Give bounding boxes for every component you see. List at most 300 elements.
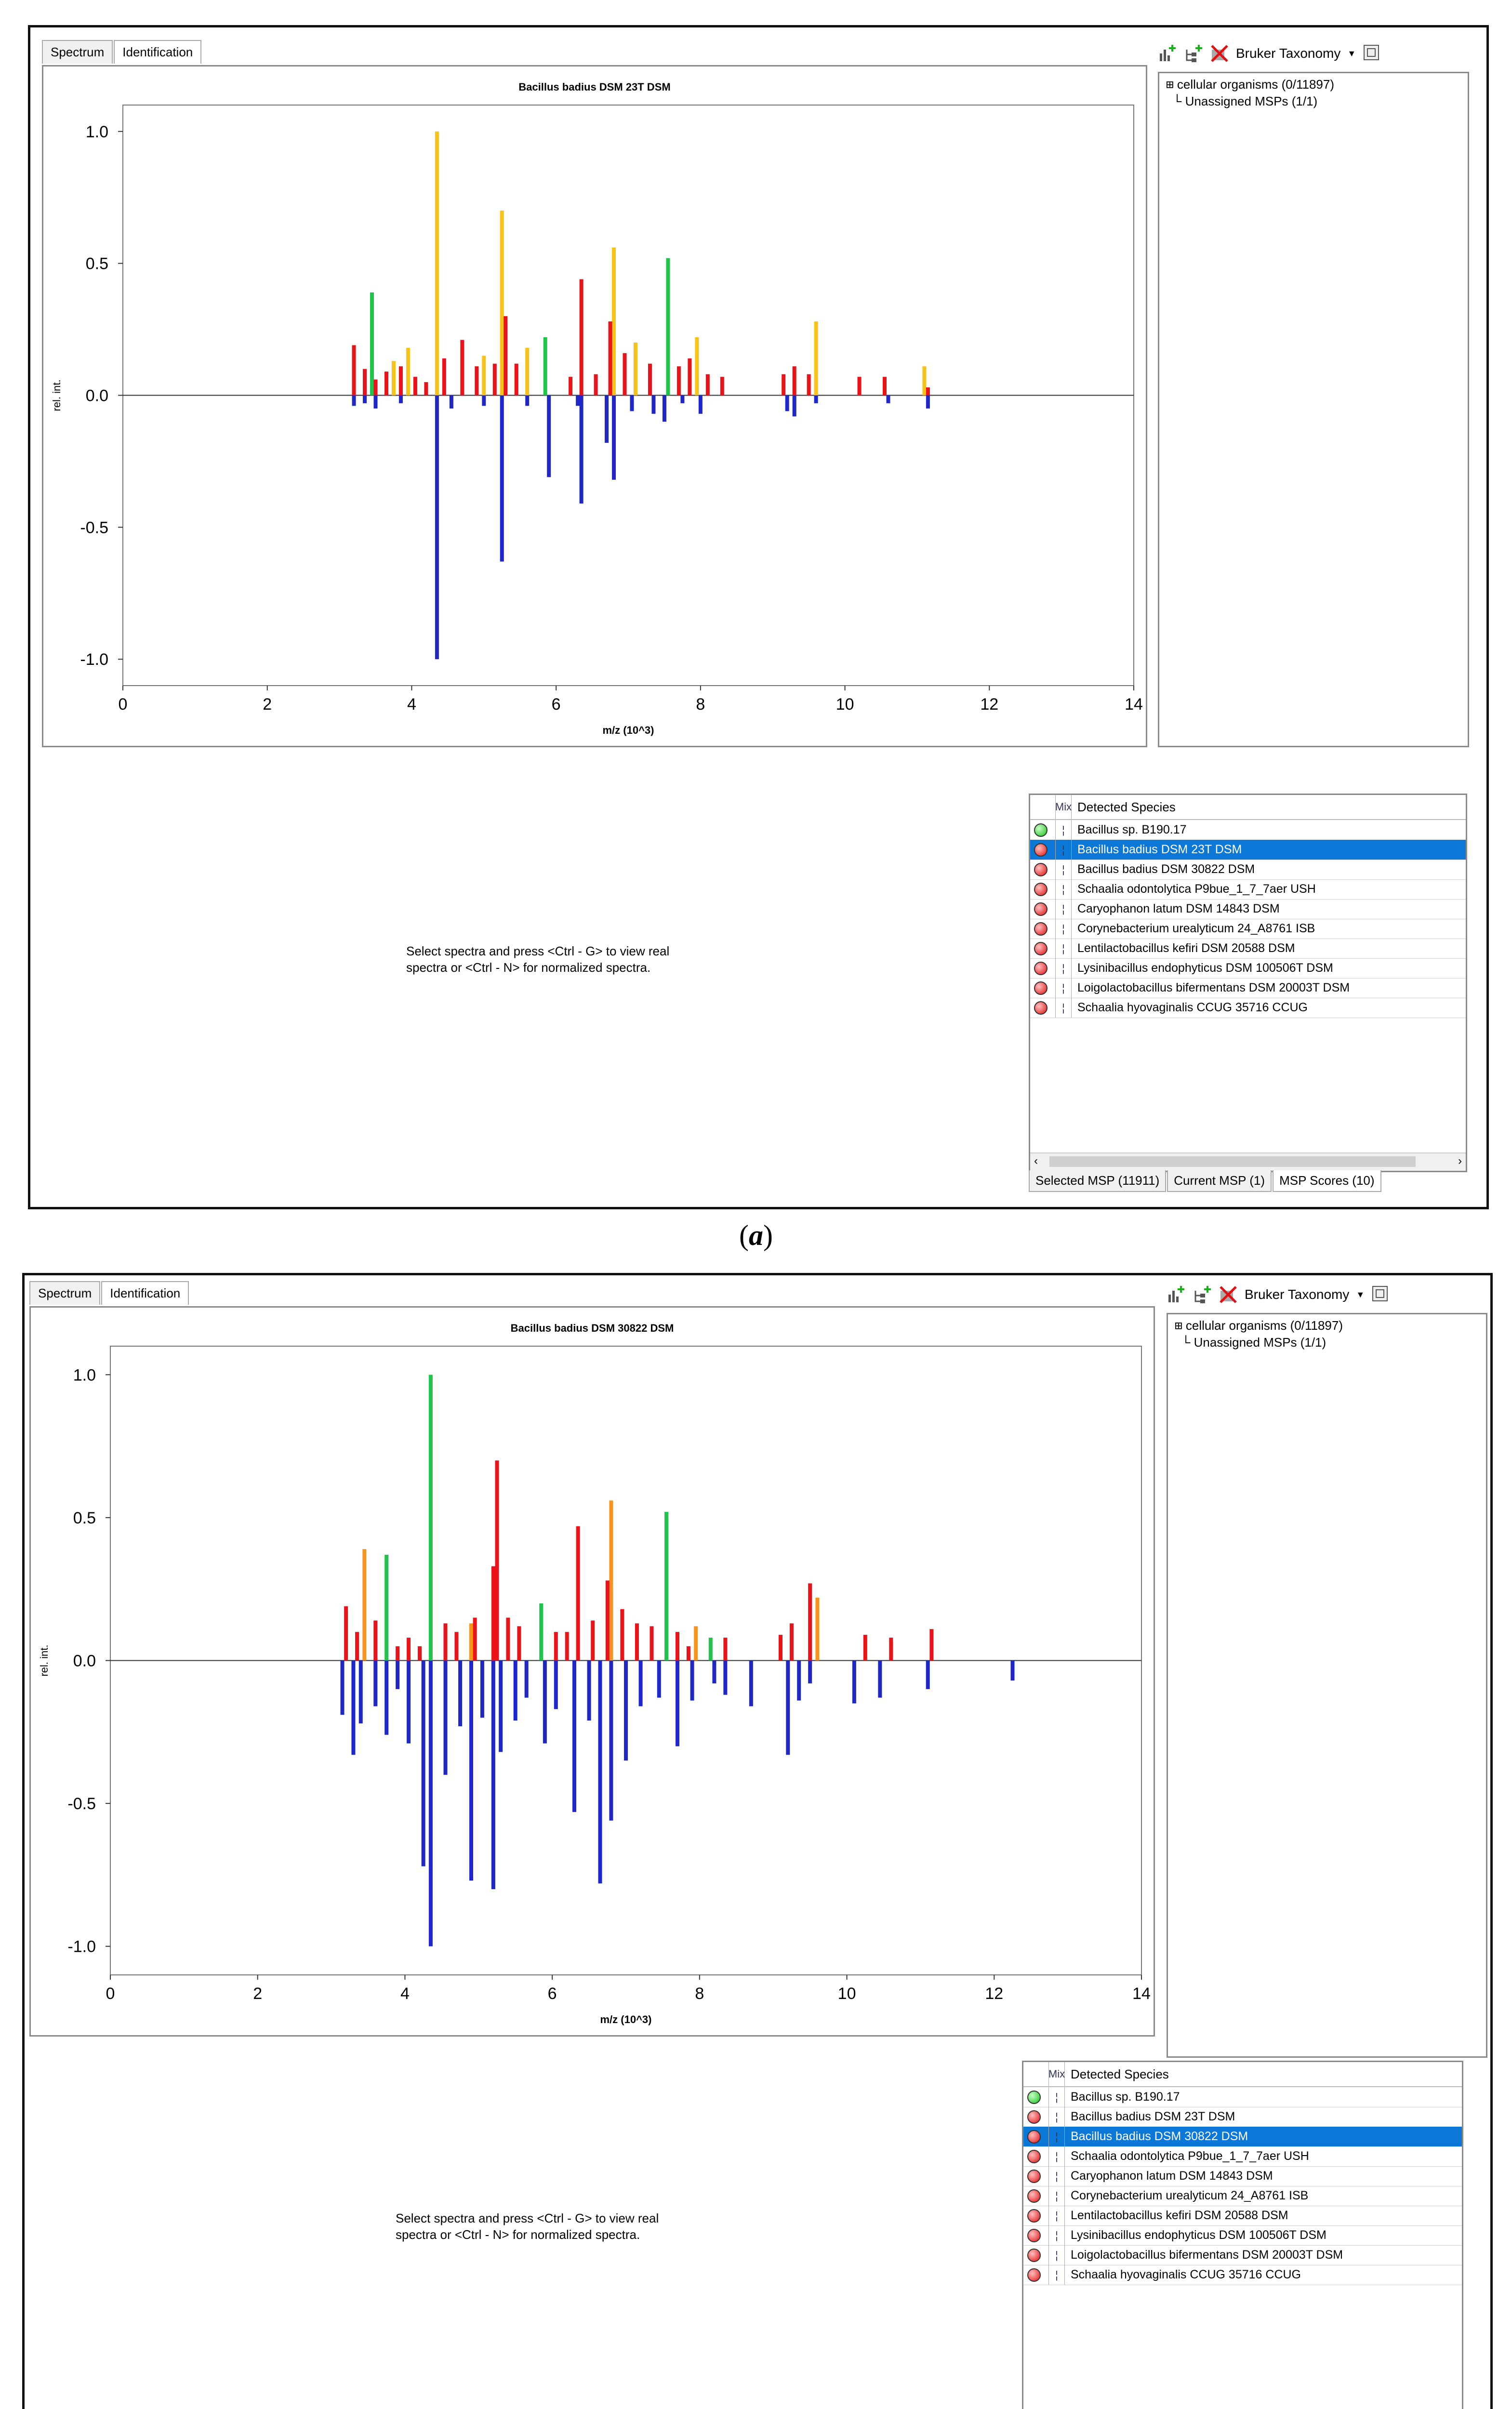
view-tabs bbox=[29, 1281, 190, 1305]
peak-bar-sample bbox=[648, 364, 652, 396]
app-window bbox=[28, 25, 1489, 1209]
peak-bar-matched bbox=[694, 1626, 698, 1660]
peak-bar-sample bbox=[373, 1620, 377, 1660]
x-axis-label: m/z (10^3) bbox=[600, 2013, 652, 2025]
taxonomy-tree bbox=[1166, 76, 1334, 109]
expand-icon[interactable]: ⊞ bbox=[1175, 1319, 1182, 1333]
peak-bar-reference bbox=[663, 396, 666, 422]
peak-bar-reference bbox=[450, 396, 453, 409]
taxonomy-toolbar bbox=[1158, 44, 1382, 63]
peak-bar-reference bbox=[676, 1661, 679, 1747]
peak-bar-matched bbox=[609, 1500, 613, 1660]
peak-bar-reference bbox=[572, 1661, 576, 1812]
mix-icon[interactable]: ¦ bbox=[1048, 2245, 1065, 2265]
species-row[interactable] bbox=[1023, 2166, 1462, 2186]
mix-icon[interactable]: ¦ bbox=[1055, 958, 1072, 978]
status-red-icon bbox=[1027, 2229, 1041, 2242]
peak-bar-matched bbox=[634, 343, 637, 396]
species-name: Loigolactobacillus bifermentans DSM 20003T DSM bbox=[1071, 2248, 1343, 2262]
species-name: Schaalia odontolytica P9bue_1_7_7aer USH bbox=[1077, 882, 1316, 896]
peak-bar-sample bbox=[720, 377, 724, 395]
species-name: Schaalia hyovaginalis CCUG 35716 CCUG bbox=[1077, 1001, 1308, 1014]
status-red-icon bbox=[1034, 1001, 1048, 1015]
species-name: Schaalia odontolytica P9bue_1_7_7aer USH bbox=[1071, 2149, 1309, 2163]
x-tick-label: 2 bbox=[253, 1985, 263, 2003]
species-row[interactable] bbox=[1023, 2127, 1462, 2147]
peak-bar-sample bbox=[929, 1629, 933, 1660]
peak-bar-sample bbox=[609, 321, 612, 395]
species-header bbox=[1030, 795, 1466, 820]
species-list bbox=[1022, 2061, 1463, 2409]
species-name: Caryophanon latum DSM 14843 DSM bbox=[1077, 902, 1280, 915]
status-red-icon bbox=[1034, 883, 1048, 896]
species-row[interactable] bbox=[1023, 2107, 1462, 2127]
status-red-icon bbox=[1034, 902, 1048, 916]
species-row[interactable] bbox=[1030, 958, 1466, 979]
peak-bar-reference bbox=[469, 1661, 473, 1881]
y-axis-label: rel. int. bbox=[51, 379, 63, 411]
peak-bar-sample bbox=[413, 377, 417, 395]
peak-bar-reference bbox=[525, 396, 529, 406]
peak-bar-green bbox=[429, 1375, 433, 1660]
peak-bar-reference bbox=[576, 396, 580, 406]
species-name: Lysinibacillus endophyticus DSM 100506T DSM bbox=[1077, 961, 1333, 975]
y-tick-label: 1.0 bbox=[73, 1366, 96, 1385]
y-tick-label: -1.0 bbox=[80, 650, 108, 669]
peak-bar-green bbox=[664, 1512, 668, 1660]
species-name: Caryophanon latum DSM 14843 DSM bbox=[1071, 2169, 1273, 2183]
status-red-icon bbox=[1027, 2170, 1041, 2183]
species-column-header[interactable]: Detected Species bbox=[1077, 799, 1176, 814]
add-chart-icon[interactable] bbox=[1158, 44, 1177, 63]
x-tick-label: 12 bbox=[980, 695, 999, 714]
x-tick-label: 8 bbox=[696, 695, 705, 714]
peak-bar-matched bbox=[695, 337, 699, 396]
peak-bar-reference bbox=[598, 1661, 602, 1884]
spectrum-chart bbox=[29, 1306, 1155, 2037]
species-row[interactable] bbox=[1030, 998, 1466, 1018]
peak-bar-sample bbox=[808, 1583, 812, 1660]
peak-bar-reference bbox=[500, 396, 504, 562]
scroll-right-icon[interactable]: › bbox=[1458, 1154, 1462, 1167]
tab-msp-scores[interactable]: MSP Scores (10) bbox=[1273, 1170, 1381, 1192]
peak-bar-reference bbox=[690, 1661, 694, 1701]
peak-bar-reference bbox=[435, 396, 439, 660]
peak-bar-sample bbox=[779, 1635, 783, 1660]
x-tick-label: 2 bbox=[263, 695, 272, 714]
species-name: Lysinibacillus endophyticus DSM 100506T DSM bbox=[1071, 2228, 1326, 2242]
species-name: Lentilactobacillus kefiri DSM 20588 DSM bbox=[1071, 2209, 1288, 2222]
x-tick-label: 0 bbox=[118, 695, 128, 714]
expand-icon[interactable]: ⊞ bbox=[1166, 78, 1174, 92]
mix-icon[interactable]: ¦ bbox=[1048, 2166, 1065, 2186]
peak-bar-sample bbox=[491, 1566, 495, 1661]
peak-bar-reference bbox=[852, 1661, 856, 1704]
peak-bar-reference bbox=[373, 1661, 377, 1707]
species-row[interactable] bbox=[1030, 860, 1466, 880]
panel-b bbox=[0, 1267, 1512, 2409]
x-tick-label: 14 bbox=[1132, 1985, 1151, 2003]
peak-bar-sample bbox=[580, 279, 584, 396]
window-toggle-icon[interactable] bbox=[1371, 1285, 1391, 1304]
mix-icon[interactable]: ¦ bbox=[1048, 2146, 1065, 2166]
x-tick-label: 6 bbox=[547, 1985, 557, 2003]
status-red-icon bbox=[1027, 2209, 1041, 2223]
tab-spectrum[interactable]: Spectrum bbox=[42, 40, 113, 64]
species-header bbox=[1023, 2062, 1462, 2087]
peak-bar-sample bbox=[635, 1623, 639, 1660]
peak-bar-green bbox=[709, 1638, 713, 1660]
peak-bar-matched bbox=[469, 1623, 473, 1660]
peak-bar-reference bbox=[680, 396, 684, 403]
taxonomy-tree bbox=[1175, 1317, 1343, 1350]
x-tick-label: 10 bbox=[836, 695, 854, 714]
peak-bar-green bbox=[666, 258, 670, 396]
peak-bar-sample bbox=[504, 316, 507, 395]
peak-bar-reference bbox=[458, 1661, 462, 1726]
status-green-icon bbox=[1034, 823, 1048, 837]
peak-bar-green bbox=[539, 1603, 543, 1661]
peak-bar-reference bbox=[374, 396, 378, 409]
status-red-icon bbox=[1034, 942, 1048, 955]
window-toggle-icon[interactable] bbox=[1363, 44, 1382, 63]
view-tabs bbox=[42, 40, 202, 64]
x-tick-label: 6 bbox=[551, 695, 561, 714]
peak-bar-sample bbox=[460, 340, 464, 395]
tab-spectrum[interactable]: Spectrum bbox=[29, 1281, 100, 1305]
mix-icon[interactable]: ¦ bbox=[1055, 899, 1072, 919]
x-tick-label: 0 bbox=[106, 1985, 115, 2003]
peak-bar-reference bbox=[926, 396, 930, 409]
peak-bar-sample bbox=[650, 1626, 654, 1660]
species-name: Bacillus badius DSM 23T DSM bbox=[1071, 2110, 1235, 2123]
scroll-thumb[interactable] bbox=[1049, 1156, 1416, 1167]
peak-bar-sample bbox=[418, 1646, 422, 1661]
species-row[interactable] bbox=[1030, 899, 1466, 919]
mix-icon[interactable]: ¦ bbox=[1055, 879, 1072, 899]
tree-node-unassigned[interactable]: └ Unassigned MSPs (1/1) bbox=[1173, 94, 1318, 108]
peak-bar-sample bbox=[793, 366, 796, 395]
peak-bar-sample bbox=[515, 364, 518, 396]
species-row[interactable] bbox=[1023, 2206, 1462, 2226]
chart-title: Bacillus badius DSM 23T DSM bbox=[518, 81, 671, 93]
species-name: Bacillus sp. B190.17 bbox=[1071, 2090, 1180, 2104]
peak-bar-green bbox=[544, 337, 547, 396]
status-red-icon bbox=[1027, 2249, 1041, 2262]
species-row[interactable] bbox=[1023, 2245, 1462, 2265]
peak-bar-sample bbox=[554, 1632, 558, 1660]
peak-bar-sample bbox=[782, 374, 785, 396]
mix-icon[interactable]: ¦ bbox=[1055, 998, 1072, 1018]
y-axis-label: rel. int. bbox=[38, 1644, 50, 1677]
y-tick-label: 1.0 bbox=[85, 122, 108, 141]
mix-icon[interactable]: ¦ bbox=[1055, 939, 1072, 958]
mix-icon[interactable]: ¦ bbox=[1048, 2206, 1065, 2225]
peak-bar-reference bbox=[639, 1661, 643, 1707]
add-tree-icon[interactable] bbox=[1184, 44, 1203, 63]
peak-bar-reference bbox=[1011, 1661, 1015, 1681]
peak-bar-reference bbox=[351, 1661, 355, 1755]
peak-bar-reference bbox=[886, 396, 890, 403]
peak-bar-sample bbox=[723, 1638, 727, 1660]
chevron-down-icon[interactable]: ▼ bbox=[1356, 1289, 1365, 1299]
peak-bar-sample bbox=[344, 1606, 348, 1661]
peak-bar-sample bbox=[677, 366, 681, 395]
spectrum-chart bbox=[42, 65, 1147, 747]
peak-bar-sample bbox=[790, 1623, 794, 1660]
x-tick-label: 4 bbox=[407, 695, 416, 714]
peak-bar-reference bbox=[609, 1661, 613, 1821]
peak-bar-sample bbox=[473, 1618, 477, 1661]
peak-bar-sample bbox=[569, 377, 572, 395]
peak-bar-sample bbox=[442, 358, 446, 396]
peak-bar-sample bbox=[687, 1646, 690, 1661]
peak-bar-reference bbox=[482, 396, 486, 406]
status-red-icon bbox=[1027, 2268, 1041, 2282]
peak-bar-sample bbox=[620, 1609, 624, 1661]
peak-bar-green bbox=[385, 1555, 388, 1660]
status-red-icon bbox=[1034, 981, 1048, 995]
app-window bbox=[22, 1273, 1493, 2409]
peak-bar-sample bbox=[517, 1626, 521, 1660]
peak-bar-green bbox=[370, 292, 374, 396]
y-tick-label: 0.5 bbox=[73, 1509, 96, 1527]
status-red-icon bbox=[1027, 2110, 1041, 2124]
peak-bar-sample bbox=[407, 1638, 411, 1660]
peak-bar-reference bbox=[723, 1661, 727, 1695]
peak-bar-reference bbox=[605, 396, 609, 443]
status-red-icon bbox=[1027, 2189, 1041, 2203]
add-chart-icon[interactable] bbox=[1167, 1285, 1186, 1304]
remove-icon[interactable] bbox=[1219, 1285, 1238, 1304]
peak-bar-reference bbox=[793, 396, 796, 417]
peak-bar-matched bbox=[406, 348, 410, 396]
peak-bar-sample bbox=[706, 374, 710, 396]
help-text: Select spectra and press <Ctrl - G> to view real spectra or <Ctrl - N> for normalized spectra. bbox=[406, 944, 670, 975]
peak-bar-reference bbox=[554, 1661, 558, 1709]
species-row[interactable] bbox=[1023, 2265, 1462, 2285]
peak-bar-sample bbox=[396, 1646, 399, 1661]
x-tick-label: 14 bbox=[1125, 695, 1143, 714]
taxonomy-toolbar bbox=[1167, 1285, 1391, 1304]
species-list bbox=[1029, 794, 1467, 1172]
species-name: Bacillus badius DSM 30822 DSM bbox=[1071, 2130, 1248, 2143]
species-name: Bacillus badius DSM 30822 DSM bbox=[1077, 862, 1255, 876]
peak-bar-reference bbox=[808, 1661, 812, 1683]
peak-bar-reference bbox=[786, 1661, 790, 1755]
taxonomy-tree-panel bbox=[1158, 72, 1469, 747]
peak-bar-sample bbox=[475, 366, 478, 395]
peak-bar-reference bbox=[352, 396, 356, 406]
species-name: Corynebacterium urealyticum 24_A8761 ISB bbox=[1077, 922, 1315, 935]
y-tick-label: 0.0 bbox=[85, 386, 108, 405]
species-row[interactable] bbox=[1030, 939, 1466, 959]
peak-bar-matched bbox=[814, 321, 818, 395]
mix-column-header[interactable]: Mix bbox=[1055, 795, 1072, 819]
peak-bar-reference bbox=[580, 396, 584, 504]
mix-icon[interactable]: ¦ bbox=[1048, 2107, 1065, 2127]
peak-bar-reference bbox=[657, 1661, 661, 1698]
peak-bar-reference bbox=[878, 1661, 882, 1698]
peak-bar-reference bbox=[547, 396, 551, 477]
peak-bar-reference bbox=[385, 1661, 388, 1735]
species-row[interactable] bbox=[1030, 978, 1466, 998]
species-name: Schaalia hyovaginalis CCUG 35716 CCUG bbox=[1071, 2268, 1301, 2281]
peak-bar-matched bbox=[392, 361, 396, 395]
species-row[interactable] bbox=[1023, 2186, 1462, 2206]
tree-node-cellular-organisms[interactable]: ⊞ cellular organisms (0/11897) bbox=[1166, 77, 1335, 92]
peak-bar-sample bbox=[363, 369, 367, 396]
peak-bar-reference bbox=[699, 396, 703, 414]
peak-bar-reference bbox=[480, 1661, 484, 1718]
peak-bar-reference bbox=[341, 1661, 345, 1715]
peak-bar-reference bbox=[499, 1661, 503, 1752]
peak-bar-matched bbox=[362, 1549, 366, 1660]
peak-bar-sample bbox=[374, 380, 378, 396]
status-green-icon bbox=[1027, 2091, 1041, 2104]
status-red-icon bbox=[1034, 863, 1048, 876]
status-red-icon bbox=[1034, 843, 1048, 857]
spectrum-plot bbox=[43, 66, 1146, 746]
peak-bar-reference bbox=[624, 1661, 628, 1761]
peak-bar-sample bbox=[858, 377, 862, 395]
species-name: Loigolactobacillus bifermentans DSM 20003T DSM bbox=[1077, 981, 1350, 994]
mix-icon[interactable]: ¦ bbox=[1048, 2265, 1065, 2285]
mix-icon[interactable]: ¦ bbox=[1055, 820, 1072, 840]
tab-identification[interactable]: Identification bbox=[114, 40, 201, 64]
x-tick-label: 12 bbox=[985, 1985, 1004, 2003]
tab-identification[interactable]: Identification bbox=[101, 1281, 189, 1305]
peak-bar-reference bbox=[399, 396, 403, 403]
peak-bar-reference bbox=[630, 396, 634, 411]
x-tick-label: 8 bbox=[695, 1985, 704, 2003]
tab-selected-msp[interactable]: Selected MSP (11911) bbox=[1029, 1170, 1166, 1192]
peak-bar-sample bbox=[495, 1460, 499, 1660]
peak-bar-reference bbox=[587, 1661, 591, 1721]
peak-bar-matched bbox=[815, 1598, 819, 1661]
y-tick-label: -0.5 bbox=[80, 518, 108, 537]
tree-node-cellular-organisms[interactable]: ⊞ cellular organisms (0/11897) bbox=[1175, 1318, 1343, 1333]
peak-bar-sample bbox=[591, 1620, 595, 1660]
species-row[interactable] bbox=[1023, 2087, 1462, 2107]
status-red-icon bbox=[1027, 2150, 1041, 2163]
peak-bar-sample bbox=[623, 353, 627, 396]
x-tick-label: 10 bbox=[837, 1985, 856, 2003]
species-name: Bacillus sp. B190.17 bbox=[1077, 823, 1187, 836]
peak-bar-sample bbox=[565, 1632, 569, 1660]
peak-bar-matched bbox=[612, 248, 616, 396]
horizontal-scrollbar[interactable] bbox=[1030, 1152, 1466, 1171]
species-column-header[interactable]: Detected Species bbox=[1071, 2066, 1169, 2081]
msp-tabs bbox=[1029, 1170, 1382, 1192]
status-red-icon bbox=[1027, 2130, 1041, 2144]
species-row[interactable] bbox=[1030, 879, 1466, 900]
mix-icon[interactable]: ¦ bbox=[1048, 2186, 1065, 2206]
chevron-down-icon[interactable]: ▼ bbox=[1347, 48, 1356, 58]
taxonomy-select[interactable]: Bruker Taxonomy bbox=[1245, 1287, 1350, 1302]
y-tick-label: 0.0 bbox=[73, 1652, 96, 1670]
mix-icon[interactable]: ¦ bbox=[1055, 840, 1072, 860]
x-axis-label: m/z (10^3) bbox=[602, 724, 654, 736]
species-name: Bacillus badius DSM 23T DSM bbox=[1077, 843, 1242, 856]
peak-bar-sample bbox=[493, 364, 497, 396]
peak-bar-sample bbox=[594, 374, 598, 396]
mix-icon[interactable]: ¦ bbox=[1048, 2225, 1065, 2245]
peak-bar-sample bbox=[352, 345, 356, 395]
species-row[interactable] bbox=[1023, 2146, 1462, 2167]
peak-bar-reference bbox=[612, 396, 616, 480]
peak-bar-reference bbox=[359, 1661, 363, 1724]
peak-bar-sample bbox=[606, 1580, 610, 1660]
peak-bar-sample bbox=[883, 377, 887, 395]
peak-bar-matched bbox=[525, 348, 529, 396]
peak-bar-reference bbox=[363, 396, 367, 403]
mix-icon[interactable]: ¦ bbox=[1055, 978, 1072, 998]
mix-icon[interactable]: ¦ bbox=[1055, 860, 1072, 879]
species-row[interactable] bbox=[1030, 840, 1466, 860]
mix-icon[interactable]: ¦ bbox=[1055, 919, 1072, 939]
y-tick-label: 0.5 bbox=[85, 254, 108, 273]
peak-bar-reference bbox=[651, 396, 655, 414]
peak-bar-matched bbox=[482, 356, 486, 395]
x-tick-label: 4 bbox=[400, 1985, 410, 2003]
peak-bar-sample bbox=[926, 387, 930, 395]
peak-bar-sample bbox=[863, 1635, 867, 1660]
y-tick-label: -0.5 bbox=[67, 1795, 96, 1813]
peak-bar-reference bbox=[926, 1661, 930, 1689]
peak-bar-matched bbox=[435, 132, 439, 396]
peak-bar-sample bbox=[454, 1632, 458, 1660]
peak-bar-reference bbox=[491, 1661, 495, 1890]
peak-bar-reference bbox=[525, 1661, 529, 1698]
mix-column-header[interactable]: Mix bbox=[1048, 2062, 1065, 2086]
taxonomy-select[interactable]: Bruker Taxonomy bbox=[1236, 46, 1341, 61]
scroll-left-icon[interactable]: ‹ bbox=[1034, 1154, 1038, 1167]
peak-bar-sample bbox=[444, 1623, 448, 1660]
peak-bar-reference bbox=[444, 1661, 448, 1775]
peak-bar-reference bbox=[543, 1661, 547, 1744]
peak-bar-sample bbox=[688, 358, 691, 396]
figure-caption-a: (a) bbox=[739, 1219, 773, 1251]
peak-bar-reference bbox=[712, 1661, 716, 1683]
remove-icon[interactable] bbox=[1210, 44, 1229, 63]
species-row[interactable] bbox=[1030, 919, 1466, 939]
peak-bar-reference bbox=[429, 1661, 433, 1946]
peak-bar-matched bbox=[922, 366, 926, 395]
peak-bar-reference bbox=[749, 1661, 753, 1707]
peak-bar-sample bbox=[355, 1632, 359, 1660]
peak-bar-matched bbox=[500, 211, 504, 395]
peak-bar-sample bbox=[424, 382, 428, 395]
species-row[interactable] bbox=[1030, 820, 1466, 840]
chart-title: Bacillus badius DSM 30822 DSM bbox=[510, 1322, 674, 1334]
mix-icon[interactable]: ¦ bbox=[1048, 2087, 1065, 2107]
add-tree-icon[interactable] bbox=[1193, 1285, 1212, 1304]
tree-node-unassigned[interactable]: └ Unassigned MSPs (1/1) bbox=[1181, 1335, 1326, 1350]
peak-bar-reference bbox=[396, 1661, 399, 1689]
peak-bar-sample bbox=[676, 1632, 679, 1660]
peak-bar-reference bbox=[514, 1661, 517, 1721]
status-red-icon bbox=[1034, 922, 1048, 936]
peak-bar-sample bbox=[385, 371, 388, 395]
tab-current-msp[interactable]: Current MSP (1) bbox=[1167, 1170, 1272, 1192]
species-name: Corynebacterium urealyticum 24_A8761 ISB bbox=[1071, 2189, 1309, 2202]
species-row[interactable] bbox=[1023, 2225, 1462, 2246]
help-text: Select spectra and press <Ctrl - G> to view real spectra or <Ctrl - N> for normalized spectra. bbox=[396, 2211, 659, 2242]
species-name: Lentilactobacillus kefiri DSM 20588 DSM bbox=[1077, 941, 1295, 955]
mix-icon[interactable]: ¦ bbox=[1048, 2127, 1065, 2146]
peak-bar-reference bbox=[422, 1661, 425, 1866]
